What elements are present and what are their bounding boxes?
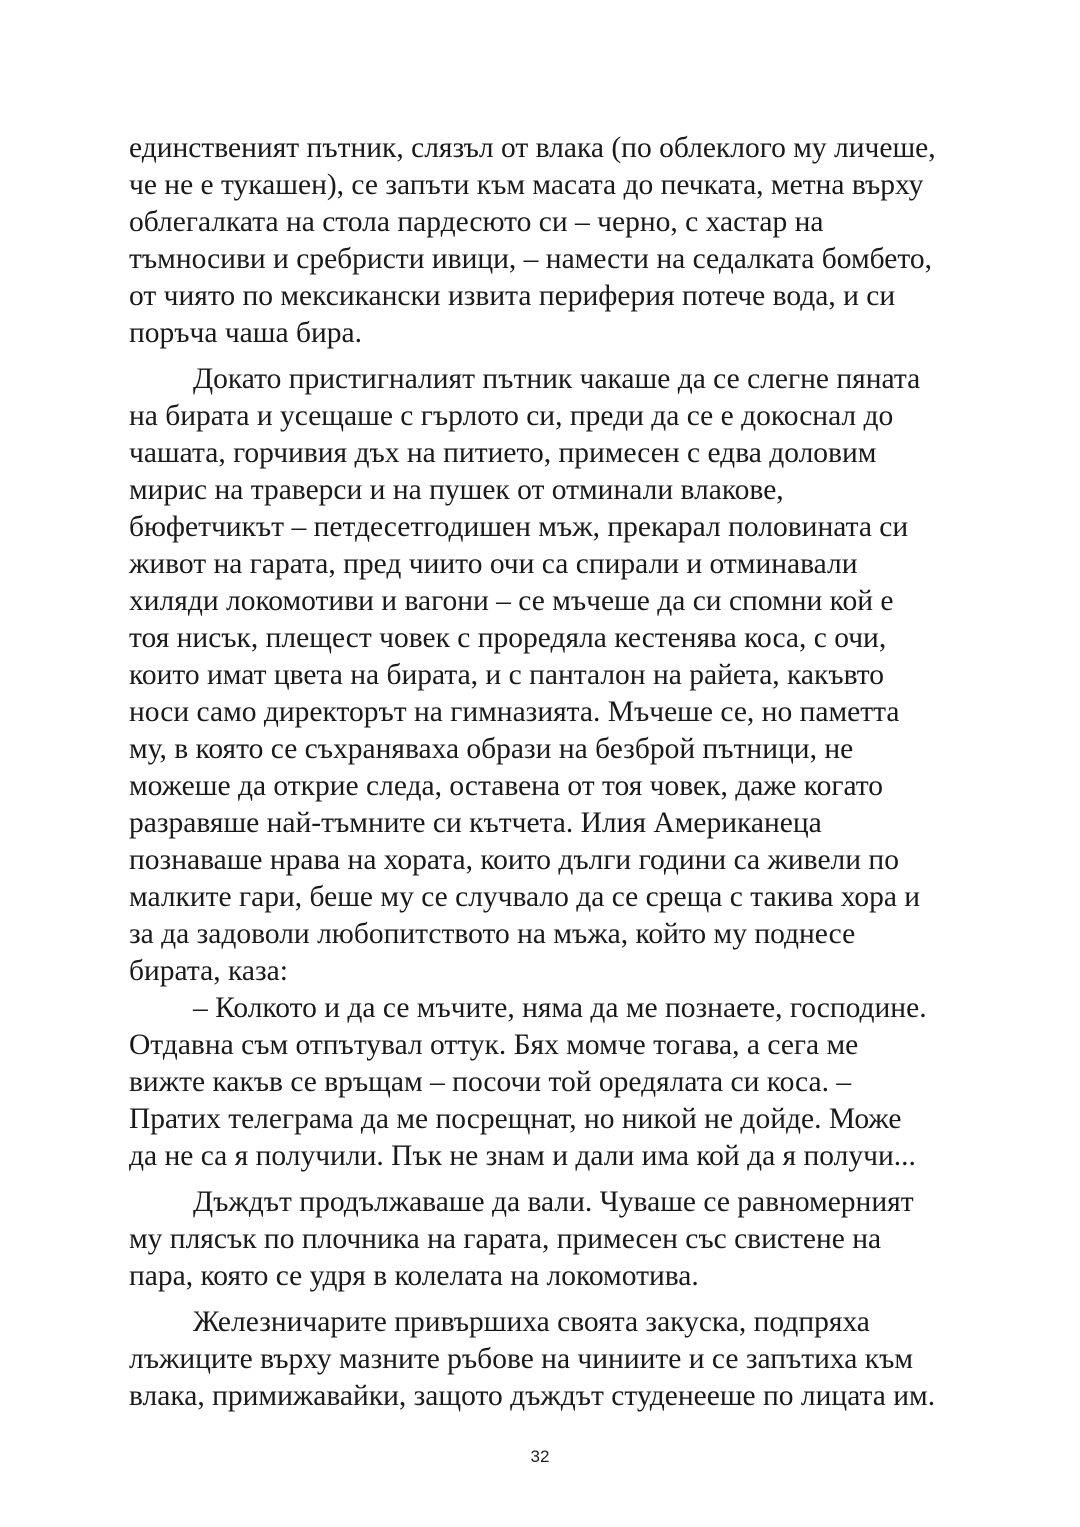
text-line: поръча чаша бира.	[129, 317, 362, 349]
text-line: чашата, горчивия дъх на питието, примесен с едва доловим	[129, 437, 877, 469]
text-line: му, в която се съхраняваха образи на безброй пътници, не	[129, 733, 854, 765]
paragraph-start-line: Железничарите привършиха своята закуска, подпряха	[193, 1306, 870, 1338]
text-line: бирата, каза:	[129, 955, 288, 987]
text-line: за да задоволи любопитството на мъжа, който му поднесе	[129, 918, 856, 950]
text-line: че не е тукашен), се запъти към масата до печката, метна върху	[129, 169, 924, 201]
text-line: от чиято по мексикански извита периферия потече вода, и си	[129, 280, 896, 312]
text-line: малките гари, беше му се случвало да се среща с такива хора и	[129, 881, 921, 913]
text-line: разравяше най-тъмните си кътчета. Илия Американеца	[129, 807, 822, 839]
text-line: облегалката на стола пардесюто си – черно, с хастар на	[129, 206, 824, 238]
paragraph-start-line: Дъждът продължаваше да вали. Чуваше се равномерният	[193, 1186, 914, 1218]
paragraph-start-line: Докато пристигналият пътник чакаше да се слегне пяната	[193, 363, 921, 395]
text-line: пара, която се удря в колелата на локомотива.	[129, 1260, 699, 1292]
text-line: лъжиците върху мазните ръбове на чиниите и се запътиха към	[129, 1343, 914, 1375]
text-line: вижте какъв се връщам – посочи той оредялата си коса. –	[129, 1066, 852, 1098]
text-line: на бирата и усещаше с гърлото си, преди да се е докоснал до	[129, 400, 894, 432]
text-line: да не са я получили. Пък не знам и дали има кой да я получи...	[129, 1140, 916, 1172]
text-line: носи само директорът на гимназията. Мъчеше се, но паметта	[129, 696, 900, 728]
text-line: хиляди локомотиви и вагони – се мъчеше да си спомни кой е	[129, 585, 894, 617]
dialogue-start-line: – Колкото и да се мъчите, няма да ме познаете, господине.	[193, 992, 927, 1024]
text-line: влака, примижавайки, защото дъждът студенееше по лицата им.	[129, 1380, 936, 1412]
text-line: познаваше нрава на хората, които дълги години са живели по	[129, 844, 899, 876]
text-line: мирис на траверси и на пушек от отминали влакове,	[129, 474, 784, 506]
text-line: можеше да открие следа, оставена от тоя човек, даже когато	[129, 770, 884, 802]
text-line: Пратих телеграма да ме посрещнат, но никой не дойде. Може	[129, 1103, 902, 1135]
text-line: тъмносиви и сребристи ивици, – намести на седалката бомбето,	[129, 243, 932, 275]
text-line: единственият пътник, слязъл от влака (по облеклого му личеше,	[129, 132, 936, 164]
page-number: 32	[530, 1447, 550, 1466]
text-line: тоя нисък, плещест човек с проредяла кестенява коса, с очи,	[129, 622, 887, 654]
text-line: му плясък по плочника на гарата, примесен със свистене на	[129, 1223, 882, 1255]
text-line: които имат цвета на бирата, и с панталон на райета, какъвто	[129, 659, 885, 691]
body-text	[129, 130, 959, 1415]
text-line: живот на гарата, пред чиито очи са спирали и отминавали	[129, 548, 858, 580]
text-line: Отдавна съм отпътувал оттук. Бях момче тогава, а сега ме	[129, 1029, 859, 1061]
text-line: бюфетчикът – петдесетгодишен мъж, прекарал половината си	[129, 511, 909, 543]
